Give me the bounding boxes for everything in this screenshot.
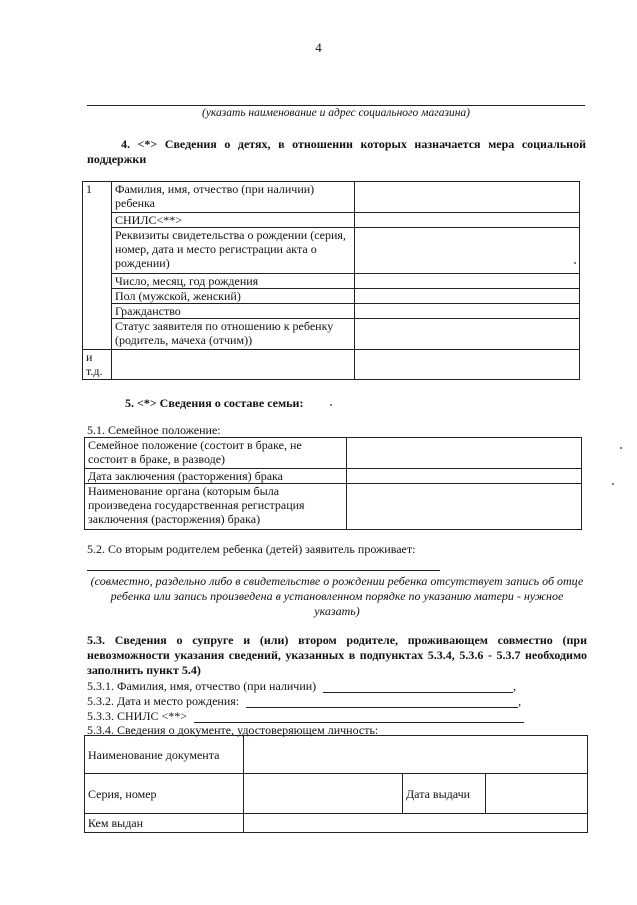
field-child-name [112, 182, 355, 213]
page-number: 4 [315, 40, 322, 55]
row-number: 1 [83, 182, 112, 350]
value-doc-name[interactable] [244, 736, 588, 774]
value-marital-status[interactable] [347, 438, 582, 469]
value-issue-date[interactable] [486, 774, 588, 814]
field-citizenship [112, 304, 355, 319]
spouse-snils-input[interactable] [194, 710, 524, 723]
field-issued-by [85, 814, 244, 833]
field-applicant-status-label: Статус заявителя по отношению к ребенку (родитель, мачеха (отчим)) [115, 319, 334, 347]
value-birth-certificate[interactable] [355, 228, 580, 274]
field-applicant-status [112, 319, 355, 350]
field-5-3-1 [87, 679, 516, 693]
field-5-3-3-label: 5.3.3. СНИЛС <**> [87, 709, 188, 723]
shop-name-line [87, 105, 585, 106]
subsection-5-2: 5.2. Со вторым родителем ребенка (детей) заявитель проживает: [87, 542, 416, 556]
field-birth-date [112, 274, 355, 289]
field-marriage-date [85, 469, 347, 484]
scan-speck [574, 262, 576, 264]
field-series-number [85, 774, 244, 814]
cohabitation-answer-line[interactable] [87, 570, 440, 571]
value-series-number[interactable] [244, 774, 403, 814]
field-snils [112, 213, 355, 228]
value-child-name[interactable] [355, 182, 580, 213]
section53-title: 5.3. Сведения о супруге и (или) втором родителе, проживающем совместно (при невозможности указания сведений, указанных в подпунктах 5.3.4, 5.3.6 - 5.3.7 необходимо заполнить пункт 5.4) [87, 633, 587, 677]
value-birth-date[interactable] [355, 274, 580, 289]
spouse-name-input[interactable] [323, 680, 513, 693]
section4-title-line1: 4. <*> Сведения о детях, в отношении которых назначается мера социальной [121, 137, 586, 151]
family-status-table [84, 437, 582, 530]
field-registration-authority [85, 484, 347, 530]
field-5-3-4: 5.3.4. Сведения о документе, удостоверяющем личность: [87, 723, 379, 737]
section5-title: 5. <*> Сведения о составе семьи: [125, 396, 304, 410]
field-5-3-2 [87, 694, 521, 708]
field-series-number-label: Серия, номер [88, 786, 157, 801]
field-registration-authority-label: Наименование органа (которым была произведена государственная регистрация заключения (расторжения) брака) [88, 484, 305, 526]
value-marriage-date[interactable] [347, 469, 582, 484]
field-birth-certificate [112, 228, 355, 274]
subsection-5-1: 5.1. Семейное положение: [87, 423, 221, 437]
field-sex [112, 289, 355, 304]
field-birth-date-label: Число, месяц, год рождения [115, 274, 259, 288]
value-citizenship[interactable] [355, 304, 580, 319]
field-citizenship-label: Гражданство [115, 304, 181, 318]
scan-speck [330, 404, 332, 406]
etc-field [112, 350, 355, 380]
spouse-birth-input[interactable] [246, 695, 518, 708]
value-applicant-status[interactable] [355, 319, 580, 350]
etc-label: и т.д. [86, 350, 103, 378]
field-5-3-3 [87, 709, 524, 723]
value-sex[interactable] [355, 289, 580, 304]
field-5-3-1-label: 5.3.1. Фамилия, имя, отчество (при наличии) [87, 679, 317, 693]
comma-1: , [513, 679, 517, 693]
value-issued-by[interactable] [244, 814, 588, 833]
identity-document-table [84, 735, 588, 833]
field-doc-name-label: Наименование документа [88, 747, 220, 762]
field-marital-status-label: Семейное положение (состоит в браке, не состоит в браке, в разводе) [88, 438, 302, 466]
field-marriage-date-label: Дата заключения (расторжения) брака [88, 469, 283, 483]
cohabitation-note: (совместно, раздельно либо в свидетельстве о рождении ребенка отсутствует запись об отце ребенка или запись произведена в установленном порядке по указанию матери - нужное указать) [90, 574, 584, 618]
field-issue-date-label: Дата выдачи [406, 786, 471, 801]
field-marital-status [85, 438, 347, 469]
etc-cell [83, 350, 112, 380]
field-birth-certificate-label: Реквизиты свидетельства о рождении (серия, номер, дата и место регистрации акта о рождении) [115, 228, 346, 270]
field-5-3-2-label: 5.3.2. Дата и место рождения: [87, 694, 240, 708]
comma-2: , [518, 694, 522, 708]
value-snils[interactable] [355, 213, 580, 228]
etc-value[interactable] [355, 350, 580, 380]
field-sex-label: Пол (мужской, женский) [115, 289, 241, 303]
field-child-name-label: Фамилия, имя, отчество (при наличии) ребенка [115, 182, 315, 210]
section4-title-line2: поддержки [87, 152, 147, 166]
scan-speck [620, 447, 622, 449]
scan-speck [612, 483, 614, 485]
field-issue-date [403, 774, 486, 814]
field-snils-label: СНИЛС<**> [115, 213, 183, 227]
children-table [82, 181, 580, 380]
shop-caption: (указать наименование и адрес социального магазина) [202, 107, 470, 119]
field-doc-name [85, 736, 244, 774]
value-registration-authority[interactable] [347, 484, 582, 530]
field-issued-by-label: Кем выдан [88, 816, 144, 830]
